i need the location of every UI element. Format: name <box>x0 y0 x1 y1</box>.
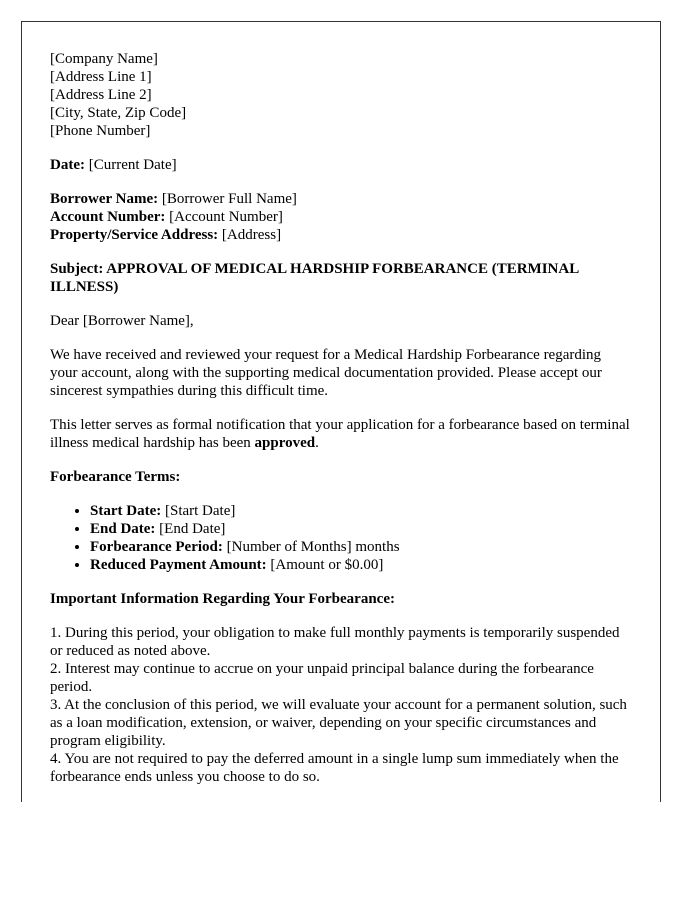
term-forbearance-period <box>90 538 632 556</box>
term-end-date <box>90 520 632 538</box>
term-reduced-payment <box>90 556 632 574</box>
important-info-heading: Important Information Regarding Your Forbearance: <box>50 591 395 607</box>
term-value: [Amount or $0.00] <box>270 557 384 573</box>
important-item: 2. Interest may continue to accrue on your unpaid principal balance during the forbearance period. <box>50 661 594 695</box>
date-label: Date: <box>50 157 85 173</box>
terms-list <box>50 502 632 574</box>
approval-status: approved <box>254 435 316 451</box>
company-address-block <box>50 50 632 140</box>
terms-heading: Forbearance Terms: <box>50 469 181 485</box>
important-item: 3. At the conclusion of this period, we will evaluate your account for a permanent solution, such as a loan modification, extension, or waiver, depending on your specific circumstances and program eligibility. <box>50 697 627 749</box>
letter-page <box>21 21 661 802</box>
borrower-name-line <box>50 190 632 208</box>
term-value: [Number of Months] months <box>226 539 400 555</box>
term-label: Start Date: <box>90 503 162 519</box>
property-address-value: [Address] <box>221 227 282 243</box>
important-item: 4. You are not required to pay the deferred amount in a single lump sum immediately when the forbearance ends unless you choose to do so. <box>50 751 619 785</box>
subject-line <box>50 260 632 296</box>
borrower-name-value: [Borrower Full Name] <box>161 191 297 207</box>
account-number-label: Account Number: <box>50 209 166 225</box>
company-name: [Company Name] <box>50 51 158 67</box>
term-label: End Date: <box>90 521 156 537</box>
paragraph-received: We have received and reviewed your request for a Medical Hardship Forbearance regarding your account, along with the supporting medical documentation provided. Please accept our sincerest sympathies during this difficult time. <box>50 347 602 399</box>
letter-content <box>22 22 660 786</box>
date-value: [Current Date] <box>88 157 177 173</box>
property-address-line <box>50 226 632 244</box>
term-label: Reduced Payment Amount: <box>90 557 267 573</box>
important-item: 1. During this period, your obligation to make full monthly payments is temporarily suspended or reduced as noted above. <box>50 625 620 659</box>
subject-label: Subject: <box>50 261 104 277</box>
term-label: Forbearance Period: <box>90 539 223 555</box>
important-info-list <box>50 624 632 786</box>
company-phone: [Phone Number] <box>50 123 151 139</box>
subject-text: APPROVAL OF MEDICAL HARDSHIP FORBEARANCE (TERMINAL ILLNESS) <box>50 261 579 295</box>
company-address-line-2: [Address Line 2] <box>50 87 152 103</box>
term-value: [End Date] <box>159 521 226 537</box>
account-number-value: [Account Number] <box>169 209 283 225</box>
term-start-date <box>90 502 632 520</box>
property-address-label: Property/Service Address: <box>50 227 219 243</box>
approval-end: . <box>315 435 319 451</box>
term-value: [Start Date] <box>164 503 236 519</box>
company-address-line-1: [Address Line 1] <box>50 69 152 85</box>
account-number-line <box>50 208 632 226</box>
approval-text: This letter serves as formal notification that your application for a forbearance based on terminal illness medical hardship has been <box>50 417 630 451</box>
company-city-state-zip: [City, State, Zip Code] <box>50 105 187 121</box>
borrower-info-block <box>50 190 632 244</box>
borrower-name-label: Borrower Name: <box>50 191 159 207</box>
salutation: Dear [Borrower Name], <box>50 313 194 329</box>
date-line <box>50 156 632 174</box>
paragraph-approval <box>50 416 632 452</box>
